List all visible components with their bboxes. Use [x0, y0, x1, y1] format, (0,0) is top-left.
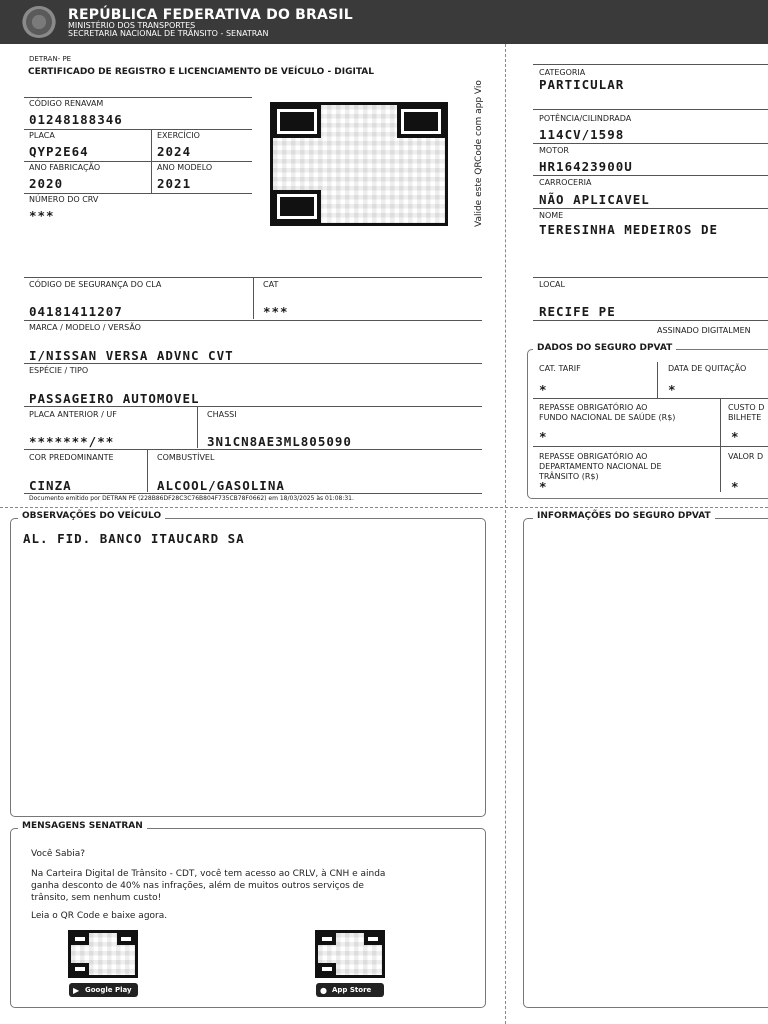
- marca-modelo-value: I/NISSAN VERSA ADVNC CVT: [29, 348, 234, 363]
- mensagens-question: Você Sabia?: [31, 849, 86, 859]
- ano-fabricacao-label: ANO FABRICAÇÃO: [29, 163, 101, 172]
- cat-label: CAT: [263, 280, 279, 289]
- qr-caption: Valide este QRCode com app Vio: [474, 80, 484, 227]
- cat-tarif-label: CAT. TARIF: [539, 364, 581, 373]
- ano-modelo-label: ANO MODELO: [157, 163, 213, 172]
- valor-value: *: [731, 479, 740, 494]
- mensagens-title: MENSAGENS SENATRAN: [18, 821, 147, 831]
- cut-line-vertical: [505, 44, 506, 1024]
- repasse-saude-value: *: [539, 429, 548, 444]
- google-play-label: Google Play: [85, 986, 132, 994]
- header-ministry: MINISTÉRIO DOS TRANSPORTES: [68, 21, 196, 30]
- chassi-value: 3N1CN8AE3ML805090: [207, 434, 352, 449]
- motor-value: HR16423900U: [539, 159, 633, 174]
- placa-anterior-value: *******/**: [29, 434, 115, 449]
- potencia-value: 114CV/1598: [539, 127, 625, 142]
- especie-tipo-label: ESPÉCIE / TIPO: [29, 366, 89, 375]
- app-store-label: App Store: [332, 986, 372, 994]
- issuer-label: DETRAN- PE: [29, 55, 72, 63]
- google-play-qr-code: [68, 930, 138, 978]
- repasse-transito-value: *: [539, 479, 548, 494]
- placa-label: PLACA: [29, 131, 55, 140]
- codigo-seguranca-value: 04181411207: [29, 304, 123, 319]
- repasse-saude-label-2: FUNDO NACIONAL DE SAÚDE (R$): [539, 413, 676, 422]
- categoria-value: PARTICULAR: [539, 77, 625, 92]
- placa-value: QYP2E64: [29, 144, 89, 159]
- especie-tipo-value: PASSAGEIRO AUTOMOVEL: [29, 391, 200, 406]
- local-label: LOCAL: [539, 280, 565, 289]
- carroceria-value: NÃO APLICAVEL: [539, 192, 650, 207]
- combustivel-value: ALCOOL/GASOLINA: [157, 478, 285, 493]
- cor-label: COR PREDOMINANTE: [29, 453, 114, 462]
- cat-value: ***: [263, 304, 289, 319]
- crv-label: NÚMERO DO CRV: [29, 195, 99, 204]
- mensagens-cta: Leia o QR Code e baixe agora.: [31, 911, 168, 921]
- custo-bilhete-label-2: BILHETE: [728, 413, 762, 422]
- nome-label: NOME: [539, 211, 564, 220]
- repasse-transito-label-2: DEPARTAMENTO NACIONAL DE: [539, 462, 662, 471]
- validation-qr-code: [270, 102, 448, 226]
- nome-value: TERESINHA MEDEIROS DE: [539, 222, 719, 237]
- cat-tarif-value: *: [539, 382, 548, 397]
- document-title: CERTIFICADO DE REGISTRO E LICENCIAMENTO DE VEÍCULO - DIGITAL: [28, 67, 375, 77]
- header-title: REPÚBLICA FEDERATIVA DO BRASIL: [68, 7, 353, 23]
- informacoes-dpvat-title: INFORMAÇÕES DO SEGURO DPVAT: [533, 511, 715, 521]
- ano-modelo-value: 2021: [157, 176, 192, 191]
- potencia-label: POTÊNCIA/CILINDRADA: [539, 114, 632, 123]
- custo-bilhete-label-1: CUSTO D: [728, 403, 765, 412]
- google-play-badge[interactable]: [69, 983, 138, 997]
- repasse-transito-label-1: REPASSE OBRIGATÓRIO AO: [539, 452, 648, 461]
- mensagens-body: Na Carteira Digital de Trânsito - CDT, você tem acesso ao CRLV, à CNH e ainda ganha desconto de 40% nas infrações, além de muitos outros serviços de trânsito, sem nenhum custo!: [31, 869, 386, 903]
- crv-value: ***: [29, 208, 55, 223]
- data-quitacao-label: DATA DE QUITAÇÃO: [668, 364, 747, 373]
- renavam-value: 01248188346: [29, 112, 123, 127]
- repasse-saude-label-1: REPASSE OBRIGATÓRIO AO: [539, 403, 648, 412]
- valor-label: VALOR D: [728, 452, 764, 461]
- app-store-badge[interactable]: [316, 983, 384, 997]
- exercicio-label: EXERCÍCIO: [157, 131, 200, 140]
- document-footer-note: Documento emitido por DETRAN PE (228B86DF28C3C76B804F735CB78F0662) em 18/03/2025 às 01:08:31.: [29, 495, 354, 502]
- google-play-icon: ▶: [73, 986, 80, 995]
- data-quitacao-value: *: [668, 382, 677, 397]
- observacoes-text: AL. FID. BANCO ITAUCARD SA: [23, 531, 245, 546]
- apple-icon: ●: [320, 986, 327, 995]
- marca-modelo-label: MARCA / MODELO / VERSÃO: [29, 323, 141, 332]
- coat-of-arms-icon: [22, 6, 56, 38]
- header-bar: [0, 0, 768, 44]
- assinado-digitalmente-text: ASSINADO DIGITALMEN: [657, 326, 751, 335]
- chassi-label: CHASSI: [207, 410, 237, 419]
- repasse-transito-label-3: TRÂNSITO (R$): [539, 472, 599, 481]
- cut-line-horizontal: [0, 507, 768, 508]
- ano-fabricacao-value: 2020: [29, 176, 64, 191]
- exercicio-value: 2024: [157, 144, 192, 159]
- renavam-label: CÓDIGO RENAVAM: [29, 99, 104, 108]
- app-store-qr-code: [315, 930, 385, 978]
- combustivel-label: COMBUSTÍVEL: [157, 453, 215, 462]
- categoria-label: CATEGORIA: [539, 68, 586, 77]
- motor-label: MOTOR: [539, 146, 569, 155]
- local-value: RECIFE PE: [539, 304, 616, 319]
- observacoes-title: OBSERVAÇÕES DO VEÍCULO: [18, 511, 165, 521]
- observacoes-box: [10, 518, 486, 817]
- informacoes-dpvat-box: [523, 518, 768, 1008]
- placa-anterior-label: PLACA ANTERIOR / UF: [29, 410, 117, 419]
- dpvat-data-title: DADOS DO SEGURO DPVAT: [533, 343, 676, 353]
- header-secretariat: SECRETARIA NACIONAL DE TRÂNSITO - SENATRAN: [68, 29, 269, 38]
- carroceria-label: CARROCERIA: [539, 178, 592, 187]
- custo-bilhete-value: *: [731, 429, 740, 444]
- cor-value: CINZA: [29, 478, 72, 493]
- codigo-seguranca-label: CÓDIGO DE SEGURANÇA DO CLA: [29, 280, 162, 289]
